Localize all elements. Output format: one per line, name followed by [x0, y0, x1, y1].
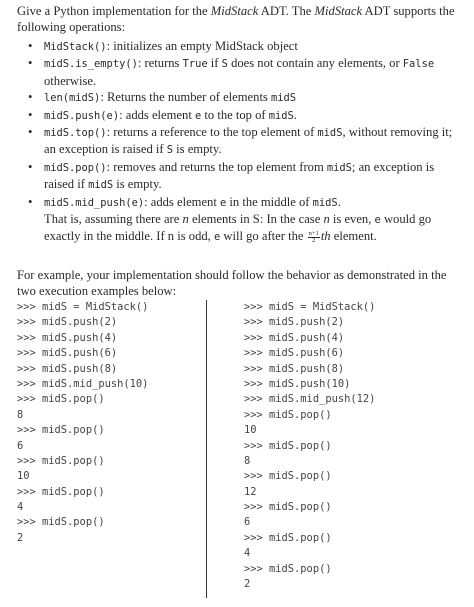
- inline-code: S: [166, 144, 174, 157]
- code-line: >>> midS.pop(): [244, 562, 332, 575]
- adt-name: MidStack: [314, 4, 363, 18]
- operation-desc: : initializes an empty MidStack object: [106, 39, 298, 53]
- note-var: n: [182, 212, 189, 227]
- operation-item: [17, 194, 467, 246]
- note-text: would go exactly in the middle. If n is odd,: [44, 212, 432, 244]
- operation-item: [17, 107, 467, 124]
- code-line: >>> midS.push(8): [244, 362, 345, 375]
- code-line: >>> midS.push(6): [244, 347, 345, 360]
- code-line: >>> midS.push(10): [244, 377, 351, 390]
- operations-list: [17, 38, 467, 246]
- note-text: elements in S: In the case: [188, 212, 324, 227]
- inline-code: e: [194, 109, 202, 122]
- operation-desc: does not contain any elements, or: [227, 56, 403, 71]
- operation-desc: in the middle of: [226, 194, 313, 209]
- example-intro: For example, your implementation should follow the behavior as demonstrated in the two execution examples below:: [17, 268, 447, 298]
- operation-desc: .: [337, 194, 341, 209]
- code-line: >>> midS = MidStack(): [17, 301, 149, 313]
- code-line: >>> midS.pop(): [17, 424, 105, 437]
- operation-code: midS.is_empty(): [44, 58, 138, 71]
- inline-code: midS: [88, 179, 114, 192]
- operation-item: [17, 124, 467, 159]
- code-line: 12: [244, 485, 257, 498]
- code-line: >>> midS.pop(): [244, 408, 332, 421]
- note-var: n: [323, 212, 330, 227]
- operation-item: [17, 38, 467, 55]
- intro-text: Give a Python implementation for the: [17, 4, 211, 18]
- operation-desc: .: [293, 107, 297, 122]
- bullet-icon: •: [28, 194, 33, 209]
- operation-desc: ; an exception is raised if: [44, 159, 435, 192]
- operation-item: [17, 89, 467, 106]
- operation-code: MidStack(): [44, 41, 107, 53]
- operation-item: [17, 159, 467, 194]
- code-line: 10: [17, 470, 30, 483]
- code-line: 6: [244, 516, 251, 529]
- code-line: 2: [17, 531, 24, 544]
- bullet-icon: •: [28, 56, 33, 71]
- operation-desc: is empty.: [113, 177, 162, 192]
- ordinal-suffix: th: [320, 229, 331, 244]
- inline-code: midS: [271, 92, 297, 105]
- inline-code: e: [213, 231, 221, 244]
- code-line: 8: [244, 454, 251, 467]
- operation-desc: : returns: [137, 56, 183, 71]
- code-line: >>> midS = MidStack(): [244, 301, 376, 313]
- code-line: >>> midS.pop(): [17, 485, 105, 498]
- operation-desc: : adds element: [144, 194, 220, 209]
- code-line: >>> midS.pop(): [17, 454, 105, 467]
- code-line: >>> midS.pop(): [244, 439, 332, 452]
- operation-desc: to the top of: [201, 107, 269, 122]
- bullet-icon: •: [28, 39, 33, 53]
- fraction: [308, 231, 320, 244]
- code-line: 4: [244, 547, 251, 560]
- bullet-icon: •: [28, 90, 33, 105]
- operation-desc: otherwise.: [44, 73, 97, 88]
- operation-desc: : adds element: [119, 107, 195, 122]
- code-line: >>> midS.push(8): [17, 362, 118, 375]
- operation-desc: is empty.: [173, 142, 222, 157]
- note-text: element.: [330, 229, 377, 244]
- inline-code: S: [221, 58, 228, 71]
- code-line: >>> midS.push(4): [244, 331, 345, 344]
- bullet-icon: •: [28, 125, 33, 140]
- operation-desc: if: [207, 56, 222, 71]
- adt-name: MidStack: [210, 4, 259, 18]
- code-line: 8: [17, 408, 24, 421]
- operation-code: len(midS): [44, 92, 101, 105]
- code-line: 2: [244, 578, 251, 591]
- fraction-denominator: 2: [312, 237, 316, 245]
- operation-item: [17, 55, 467, 89]
- operation-code: midS.pop(): [44, 161, 107, 174]
- operation-code: midS.mid_push(e): [44, 196, 145, 209]
- inline-code: e: [219, 196, 227, 209]
- intro-paragraph: [17, 3, 467, 35]
- note-text: is even,: [329, 212, 375, 227]
- code-line: 6: [17, 439, 24, 452]
- note-text: That is, assuming there are: [44, 212, 183, 227]
- operation-code: midS.push(e): [44, 109, 120, 122]
- code-line: 10: [244, 424, 257, 437]
- intro-text: ADT. The: [258, 4, 315, 18]
- note-text: will go after the: [220, 229, 307, 244]
- operation-desc: : returns a reference to the top element of: [106, 125, 318, 140]
- inline-code: False: [402, 58, 435, 71]
- inline-code: midS: [317, 127, 343, 140]
- operation-desc: : removes and returns the top element from: [106, 159, 327, 174]
- example-right-column: [244, 300, 375, 592]
- code-line: >>> midS.push(4): [17, 331, 118, 344]
- code-line: >>> midS.mid_push(12): [244, 393, 376, 406]
- example-left-column: [17, 300, 148, 546]
- problem-intro: [17, 3, 467, 246]
- code-line: >>> midS.pop(): [244, 470, 332, 483]
- bullet-icon: •: [28, 107, 33, 122]
- operation-desc: , without removing it; an exception is raised if: [44, 125, 453, 157]
- intro-text: ADT supports the following operations:: [17, 4, 455, 34]
- inline-code: midS: [312, 196, 338, 209]
- inline-code: True: [182, 58, 208, 71]
- operation-desc: : Returns the number of elements: [100, 90, 271, 105]
- code-line: >>> midS.push(2): [244, 316, 345, 329]
- code-line: >>> midS.pop(): [244, 531, 332, 544]
- inline-code: e: [374, 214, 381, 227]
- bullet-icon: •: [28, 159, 33, 174]
- code-line: >>> midS.pop(): [244, 501, 332, 514]
- fraction-numerator: n+1: [308, 230, 319, 238]
- operation-code: midS.top(): [44, 127, 107, 140]
- inline-code: midS: [268, 109, 294, 122]
- code-line: >>> midS.pop(): [17, 516, 105, 529]
- column-divider: [206, 300, 207, 598]
- code-line: 4: [17, 501, 24, 514]
- code-line: >>> midS.mid_push(10): [17, 377, 149, 390]
- code-line: >>> midS.pop(): [17, 393, 105, 406]
- inline-code: midS: [326, 161, 352, 174]
- code-line: >>> midS.push(2): [17, 316, 118, 329]
- code-line: >>> midS.push(6): [17, 347, 118, 360]
